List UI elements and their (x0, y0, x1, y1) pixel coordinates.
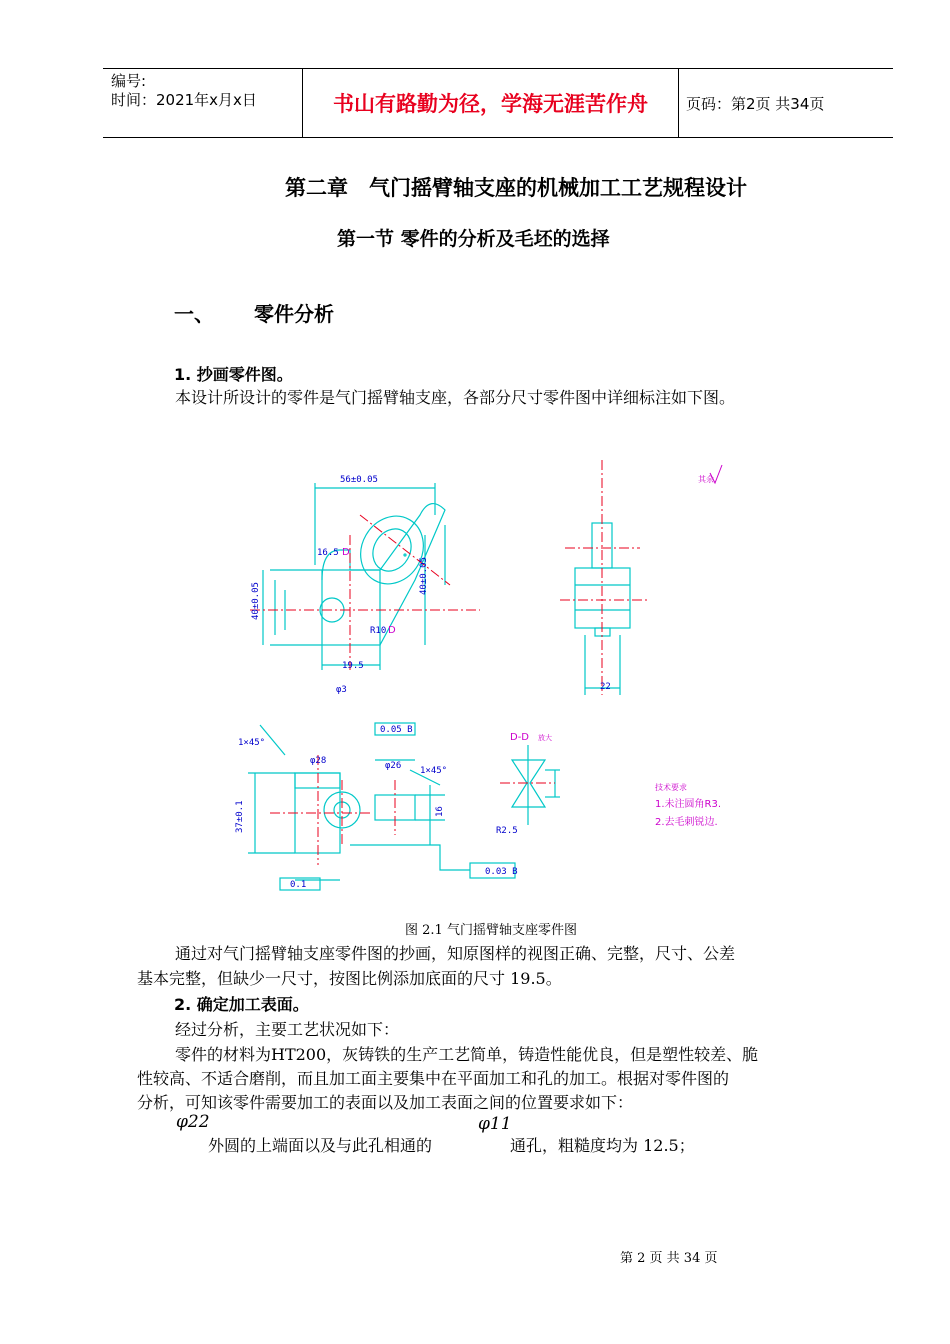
figure-caption: 图 2.1 气门摇臂轴支座零件图 (405, 923, 577, 938)
tol-2: 0.03 B (485, 867, 518, 877)
math-phi22: φ22 (176, 1112, 210, 1132)
dim-28: φ28 (310, 756, 327, 766)
ra-note: 其余 (698, 475, 714, 484)
item1-title: 1. 抄画零件图。 (174, 365, 293, 384)
dim-56: 56±0.05 (340, 475, 378, 485)
dim-40-right: 40±0.05 (419, 557, 429, 595)
math-phi11: φ11 (478, 1114, 512, 1134)
tol-1: 0.05 B (380, 725, 413, 735)
part-drawing (230, 455, 750, 900)
number-label: 编号: (111, 72, 147, 90)
dim-r25: R2.5 (496, 826, 518, 836)
dim-16: 16 (435, 806, 445, 817)
tech-title: 技术要求 (655, 783, 687, 792)
header-meta-cell (103, 69, 303, 137)
para1-line2: 基本完整，但缺少一尺寸，按图比例添加底面的尺寸 19.5。 (137, 969, 562, 988)
para4-text-b: 通孔，粗糙度均为 12.5； (510, 1136, 695, 1155)
dim-37: 37±0.1 (235, 800, 245, 833)
para2: 经过分析，主要工艺状况如下： (175, 1020, 400, 1039)
item2-title: 2. 确定加工表面。 (174, 995, 309, 1014)
dim-phi3: φ3 (336, 685, 347, 695)
mark-d1: D (342, 547, 350, 558)
header-table (103, 68, 893, 138)
page-footer: 第 2 页 共 34 页 (620, 1251, 718, 1266)
para3-line2: 性较高、不适合磨削，而且加工面主要集中在平面加工和孔的加工。根据对零件图的 (137, 1069, 730, 1088)
subsection-title: 零件分析 (254, 302, 334, 326)
section-title: 第一节 零件的分析及毛坯的选择 (337, 228, 610, 250)
dim-40: 40±0.05 (251, 582, 261, 620)
subsection-heading (174, 298, 334, 327)
subsection-number: 一、 (174, 302, 214, 326)
section-note: 放大 (538, 734, 552, 742)
motto: 书山有路勤为径，学海无涯苦作舟 (303, 69, 679, 137)
para3-line3: 分析，可知该零件需要加工的表面以及加工表面之间的位置要求如下： (137, 1093, 634, 1112)
dim-r10: R10 (370, 626, 387, 636)
chamfer-1: 1×45° (238, 738, 266, 748)
para4-text-a: 外圆的上端面以及与此孔相通的 (208, 1136, 433, 1155)
dim-19-5: 19.5 (342, 661, 364, 671)
tech-1: 1.未注圆角R3. (655, 799, 722, 810)
para1-line1: 通过对气门摇臂轴支座零件图的抄画，知原图样的视图正确、完整，尺寸、公差 (175, 944, 736, 963)
time-label: 时间：2021年x月x日 (111, 91, 257, 109)
section-label: D-D (510, 732, 530, 743)
para3-line1: 零件的材料为HT200，灰铸铁的生产工艺简单，铸造性能优良，但是塑性较差、脆 (175, 1045, 759, 1064)
dim-16-5: 16.5 (317, 548, 339, 558)
rocker-arm-outline (350, 504, 445, 645)
tol-3: 0.1 (290, 880, 307, 890)
page-info: 页码：第2页 共34页 (686, 94, 825, 113)
dim-22: 22 (600, 682, 611, 692)
chapter-title: 第二章 气门摇臂轴支座的机械加工工艺规程设计 (285, 176, 747, 200)
tech-2: 2.去毛刺锐边. (655, 817, 718, 828)
dim-26: φ26 (385, 761, 402, 771)
item1-text: 本设计所设计的零件是气门摇臂轴支座，各部分尺寸零件图中详细标注如下图。 (175, 388, 736, 407)
mark-d2: D (388, 625, 396, 636)
chamfer-2: 1×45° (420, 766, 448, 776)
